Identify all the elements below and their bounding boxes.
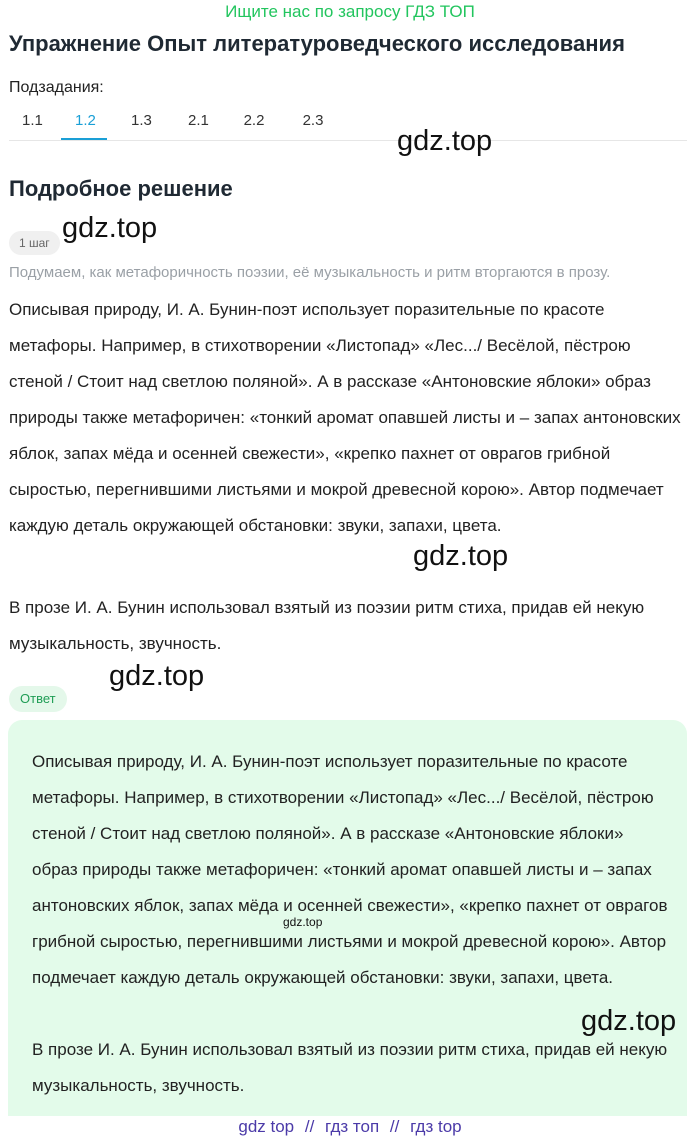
answer-paragraph: В прозе И. А. Бунин использовал взятый из поэзии ритм стиха, придав ей некую музыкальность, звучность.: [32, 1040, 668, 1095]
watermark: gdz.top: [397, 125, 493, 157]
subtasks-label: Подзадания:: [9, 79, 104, 96]
tab-2-3[interactable]: 2.3: [302, 112, 324, 129]
tab-1-3[interactable]: 1.3: [131, 112, 152, 129]
search-hint-banner: Ищите нас по запросу ГДЗ ТОП: [225, 2, 475, 21]
solution-hint: Подумаем, как метафоричность поэзии, её музыкальность и ритм вторгаются в прозу.: [9, 264, 611, 281]
footer-link-gdz-top[interactable]: gdz top: [238, 1117, 295, 1136]
watermark: gdz.top: [581, 1005, 677, 1037]
solution-paragraph: Описывая природу, И. А. Бунин-поэт использует поразительные по красоте метафоры. Например, в стихотворении «Листопад» «Лес.../ Весёлой, пёстрою стеной / Стоит над светлою поляной». А в рассказе «Антоновские яблоки» образ природы также метафоричен: «тонкий аромат опавшей листы и – запах антоновских яблок, запах мёда и осенней свежести», «крепко пахнет от оврагов грибной сыростью, перегнившими листьями и мокрой древесной корою». Автор подмечает каждую деталь окружающей обстановки: звуки, запахи, цвета.: [9, 300, 681, 535]
tab-1-1[interactable]: 1.1: [22, 112, 43, 129]
watermark: gdz.top: [413, 540, 509, 572]
footer-link-gdz-top-ru[interactable]: гдз топ: [325, 1117, 380, 1136]
page-title: Упражнение Опыт литературоведческого исследования: [9, 31, 625, 56]
watermark: gdz.top: [62, 212, 158, 244]
solution-paragraph: В прозе И. А. Бунин использовал взятый из поэзии ритм стиха, придав ей некую музыкальность, звучность.: [9, 598, 645, 653]
tab-2-2[interactable]: 2.2: [243, 112, 265, 129]
answer-badge: Ответ: [9, 686, 67, 712]
solution-title: Подробное решение: [9, 176, 233, 201]
footer-link-gdz-top-mixed[interactable]: гдз top: [410, 1117, 462, 1136]
footer-links: [0, 1117, 700, 1137]
watermark: gdz.top: [109, 660, 205, 692]
tab-2-1[interactable]: 2.1: [188, 112, 209, 129]
answer-paragraph: Описывая природу, И. А. Бунин-поэт использует поразительные по красоте метафоры. Например, в стихотворении «Листопад» «Лес.../ Весёлой, пёстрою стеной / Стоит над светлою поляной». А в рассказе «Антоновские яблоки» образ природы также метафоричен: «тонкий аромат опавшей листы и – запах антоновских яблок, запах мёда и осенней свежести», «крепко пахнет от оврагов грибной сыростью, перегнившими листьями и мокрой древесной корою». Автор подмечает каждую деталь окружающей обстановки: звуки, запахи, цвета.: [32, 752, 668, 987]
step-badge: 1 шаг: [9, 231, 60, 255]
tab-1-2[interactable]: 1.2: [75, 110, 93, 140]
watermark-small: gdz.top: [283, 915, 323, 929]
footer-separator: //: [304, 1117, 315, 1136]
subtask-tabs: [0, 110, 700, 142]
footer-separator: //: [389, 1117, 400, 1136]
tabs-divider: [9, 140, 687, 141]
